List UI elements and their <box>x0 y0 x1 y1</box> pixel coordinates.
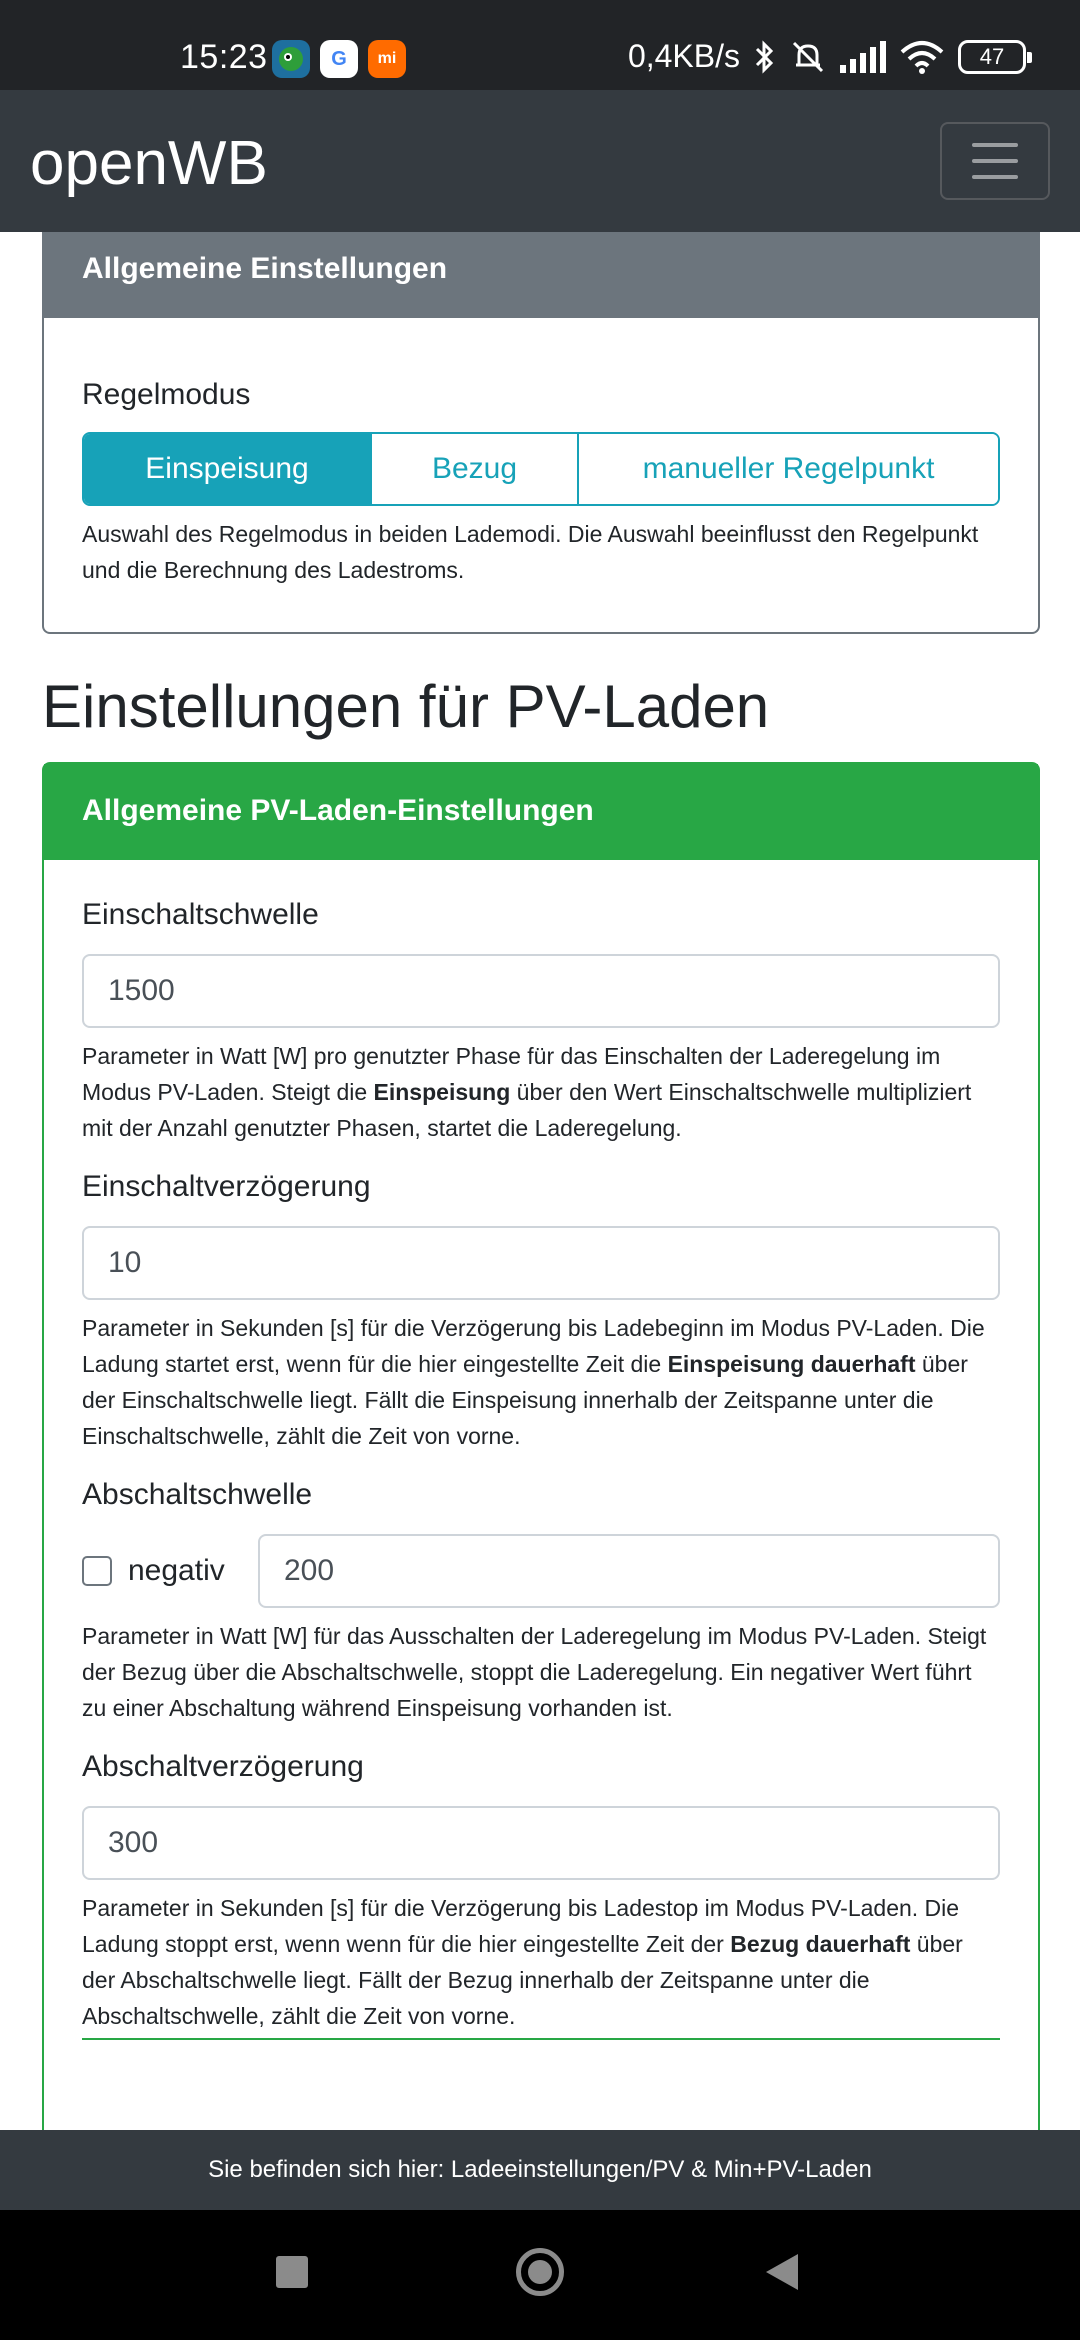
battery-level: 47 <box>979 43 1005 69</box>
app-notification-icon <box>272 40 310 78</box>
google-icon: G <box>320 40 358 78</box>
regelmodus-button-group <box>82 432 1000 506</box>
help-text: Parameter in Sekunden [s] für die Verzögerung bis Ladestop im Modus PV-Laden. Die Ladung stoppt erst, wenn wenn für die hier eingestellte Zeit der <box>82 1895 960 1957</box>
einschaltschwelle-input[interactable]: 1500 <box>82 954 1000 1028</box>
pv-section-title: Einstellungen für PV-Laden <box>42 673 770 740</box>
hamburger-line <box>972 143 1018 147</box>
general-settings-header: Allgemeine Einstellungen <box>44 232 1038 318</box>
bluetooth-icon <box>754 40 776 74</box>
abschaltschwelle-help: Parameter in Watt [W] für das Ausschalten der Laderegelung im Modus PV-Laden. Steigt der Bezug über die Abschaltschwelle, stoppt die Laderegelung. Ein negativer Wert führt zu einer Abschaltung während Einspeisung vorhanden ist. <box>82 1623 987 1721</box>
abschaltverzoegerung-help <box>82 1890 1000 2034</box>
menu-toggle-button[interactable] <box>940 122 1050 200</box>
section-divider <box>82 2038 1000 2040</box>
system-navigation-bar <box>0 2210 1080 2340</box>
einschaltschwelle-help <box>82 1038 1000 1146</box>
einschaltverzoegerung-label: Einschaltverzögerung <box>82 1170 371 1203</box>
main-content <box>0 232 1080 2130</box>
wifi-icon <box>900 40 944 74</box>
einschaltverzoegerung-help <box>82 1310 1000 1454</box>
abschaltverzoegerung-input[interactable]: 300 <box>82 1806 1000 1880</box>
status-time: 15:23 <box>180 38 268 76</box>
help-text: Parameter in Sekunden [s] für die Verzögerung bis Ladebeginn im Modus PV-Laden. Die Ladung startet erst, wenn für die hier eingestellte Zeit die <box>82 1315 985 1377</box>
mi-icon: mi <box>368 40 406 78</box>
breadcrumb-footer: Sie befinden sich hier: Ladeeinstellungen/PV & Min+PV-Laden <box>0 2130 1080 2210</box>
pv-settings-header: Allgemeine PV-Laden-Einstellungen <box>44 764 1038 860</box>
help-text: über den Wert Einschaltschwelle multipliziert mit der Anzahl genutzter Phasen, startet die Laderegelung. <box>82 1079 972 1141</box>
regelmodus-einspeisung-button[interactable]: Einspeisung <box>84 434 372 504</box>
hamburger-line <box>972 175 1018 179</box>
abschaltschwelle-label: Abschaltschwelle <box>82 1478 313 1511</box>
back-icon[interactable] <box>766 2254 798 2290</box>
notification-icons <box>272 40 406 78</box>
help-bold: Einspeisung dauerhaft <box>667 1351 916 1377</box>
pv-settings-card <box>42 762 1040 2130</box>
general-settings-card <box>42 232 1040 634</box>
help-bold: Einspeisung <box>373 1079 511 1105</box>
help-bold: Bezug dauerhaft <box>730 1931 911 1957</box>
negativ-checkbox[interactable] <box>82 1556 112 1586</box>
negativ-checkbox-label[interactable]: negativ <box>128 1554 225 1587</box>
network-speed: 0,4KB/s <box>627 38 740 74</box>
signal-icon <box>840 41 886 73</box>
status-right <box>628 38 1026 75</box>
battery-icon <box>958 40 1026 74</box>
abschaltverzoegerung-label: Abschaltverzögerung <box>82 1750 364 1783</box>
silent-bell-icon <box>790 39 826 75</box>
einschaltschwelle-label: Einschaltschwelle <box>82 898 319 931</box>
help-text: über der Abschaltschwelle liegt. Fällt der Bezug innerhalb der Zeitspanne unter die Abschaltschwelle, zählt die Zeit von vorne. <box>82 1931 963 2029</box>
regelmodus-bezug-button[interactable]: Bezug <box>372 434 579 504</box>
regelmodus-manual-button[interactable]: manueller Regelpunkt <box>579 434 998 504</box>
home-icon[interactable] <box>516 2248 564 2296</box>
status-bar <box>0 0 1080 90</box>
negativ-checkbox-row <box>82 1534 225 1608</box>
einschaltverzoegerung-input[interactable]: 10 <box>82 1226 1000 1300</box>
hamburger-line <box>972 159 1018 163</box>
help-text: Parameter in Watt [W] pro genutzter Phase für das Einschalten der Laderegelung im Modus PV-Laden. Steigt die <box>82 1043 941 1105</box>
help-text: über der Einschaltschwelle liegt. Fällt die Einspeisung innerhalb der Zeitspanne unter die Einschaltschwelle, zählt die Zeit von vorne. <box>82 1351 968 1449</box>
regelmodus-label: Regelmodus <box>82 378 251 411</box>
recent-apps-icon[interactable] <box>276 2256 308 2288</box>
brand-logo[interactable]: openWB <box>30 129 268 198</box>
abschaltschwelle-input[interactable]: 200 <box>258 1534 1000 1608</box>
regelmodus-help: Auswahl des Regelmodus in beiden Lademodi. Die Auswahl beeinflusst den Regelpunkt und die Berechnung des Ladestroms. <box>82 521 979 583</box>
top-navbar <box>0 90 1080 232</box>
